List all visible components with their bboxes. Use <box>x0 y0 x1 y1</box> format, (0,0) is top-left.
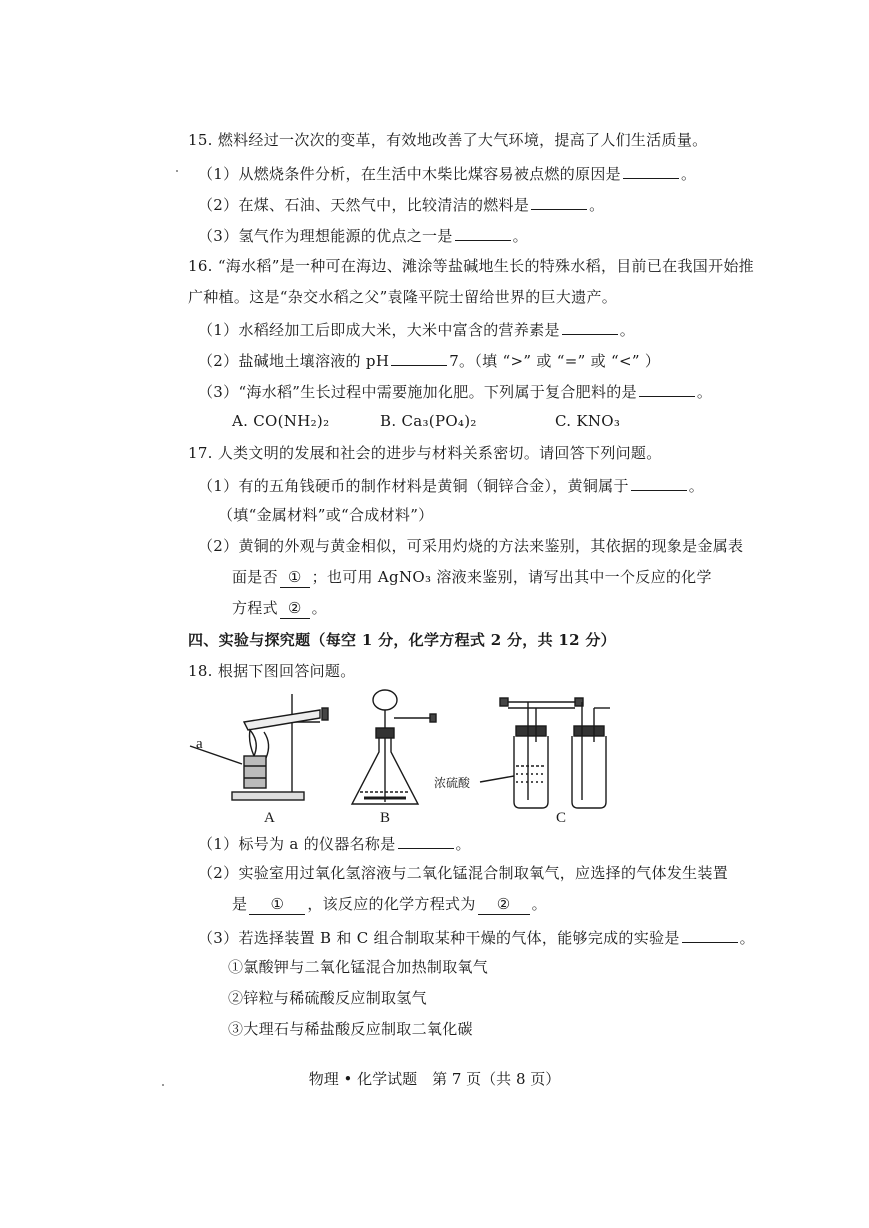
q18-option-2: ②锌粒与稀硫酸反应制取氢气 <box>228 989 427 1007</box>
q18-part3: （3）若选择装置 B 和 C 组合制取某种干燥的气体，能够完成的实验是 。 <box>198 926 755 948</box>
q16-stem-line2: 广种植。这是“杂交水稻之父”袁隆平院士留给世界的巨大遗产。 <box>188 288 618 306</box>
label-concentrated-sulfuric-acid: 浓硫酸 <box>434 776 471 790</box>
label-apparatus-a: A <box>264 810 275 826</box>
q17-part1: （1）有的五角钱硬币的制作材料是黄铜（铜锌合金），黄铜属于 。 <box>198 474 704 496</box>
q15-part2: （2）在煤、石油、天然气中，比较清洁的燃料是 。 <box>198 193 604 215</box>
apparatus-c <box>480 698 610 808</box>
q16-part3: （3）“海水稻”生长过程中需要施加化肥。下列属于复合肥料的是 。 <box>198 380 712 402</box>
section-4-title: 四、实验与探究题（每空 1 分，化学方程式 2 分，共 12 分） <box>188 631 616 649</box>
q16-part2: （2）盐碱地土壤溶液的 pH 7。（填 “>” 或 “=” 或 “<” ） <box>198 349 660 371</box>
q17-part2-line2: 面是否 ① ；也可用 AgNO₃ 溶液来鉴别，请写出其中一个反应的化学 <box>232 568 712 586</box>
q16-option-c: C. KNO₃ <box>555 412 621 430</box>
answer-blank[interactable] <box>398 832 454 849</box>
q16-option-a: A. CO(NH₂)₂ <box>232 412 330 430</box>
q18-option-1: ①氯酸钾与二氧化锰混合加热制取氧气 <box>228 958 489 976</box>
answer-blank-2[interactable]: ② <box>478 894 530 915</box>
q18-part2-line1: （2）实验室用过氧化氢溶液与二氧化锰混合制取氧气，应选择的气体发生装置 <box>198 864 729 882</box>
apparatus-b <box>352 690 436 804</box>
q15-part1: （1）从燃烧条件分析，在生活中木柴比煤容易被点燃的原因是 。 <box>198 162 696 184</box>
q16-stem-line1: 16. “海水稻”是一种可在海边、滩涂等盐碱地生长的特殊水稻，目前已在我国开始推 <box>188 257 754 275</box>
scan-speck <box>176 170 178 172</box>
answer-blank[interactable] <box>455 224 511 241</box>
answer-blank[interactable] <box>391 349 447 366</box>
q17-stem: 17. 人类文明的发展和社会的进步与材料关系密切。请回答下列问题。 <box>188 444 662 462</box>
q18-part1: （1）标号为 a 的仪器名称是 。 <box>198 832 471 854</box>
answer-blank[interactable] <box>531 193 587 210</box>
q18-option-3: ③大理石与稀盐酸反应制取二氧化碳 <box>228 1020 473 1038</box>
scan-speck <box>162 1084 164 1086</box>
answer-blank-1[interactable]: ① <box>280 567 310 588</box>
label-a: a <box>196 736 203 752</box>
answer-blank[interactable] <box>639 380 695 397</box>
answer-blank[interactable] <box>562 318 618 335</box>
q17-part2-line3: 方程式 ② 。 <box>232 599 327 617</box>
q18-part2-line2: 是 ① ，该反应的化学方程式为 ② 。 <box>232 895 547 913</box>
apparatus-a <box>190 694 328 800</box>
q17-part2-line1: （2）黄铜的外观与黄金相似，可采用灼烧的方法来鉴别，其依据的现象是金属表 <box>198 537 744 555</box>
q18-stem: 18. 根据下图回答问题。 <box>188 662 356 680</box>
page-footer: 物理 • 化学试题 第 7 页（共 8 页） <box>308 1070 561 1088</box>
apparatus-diagram <box>180 682 620 832</box>
answer-blank[interactable] <box>631 474 687 491</box>
q17-part1-hint: （填“金属材料”或“合成材料”） <box>218 506 434 524</box>
label-apparatus-b: B <box>380 810 391 826</box>
q16-part1: （1）水稻经加工后即成大米，大米中富含的营养素是 。 <box>198 318 635 340</box>
answer-blank[interactable] <box>623 162 679 179</box>
answer-blank-1[interactable]: ① <box>249 894 305 915</box>
apparatus-figure <box>180 682 620 832</box>
q15-part3: （3）氢气作为理想能源的优点之一是 。 <box>198 224 528 246</box>
answer-blank[interactable] <box>682 926 738 943</box>
q16-option-b: B. Ca₃(PO₄)₂ <box>380 412 477 430</box>
answer-blank-2[interactable]: ② <box>280 598 310 619</box>
q15-stem: 15. 燃料经过一次次的变革，有效地改善了大气环境，提高了人们生活质量。 <box>188 131 708 149</box>
label-apparatus-c: C <box>556 810 567 826</box>
